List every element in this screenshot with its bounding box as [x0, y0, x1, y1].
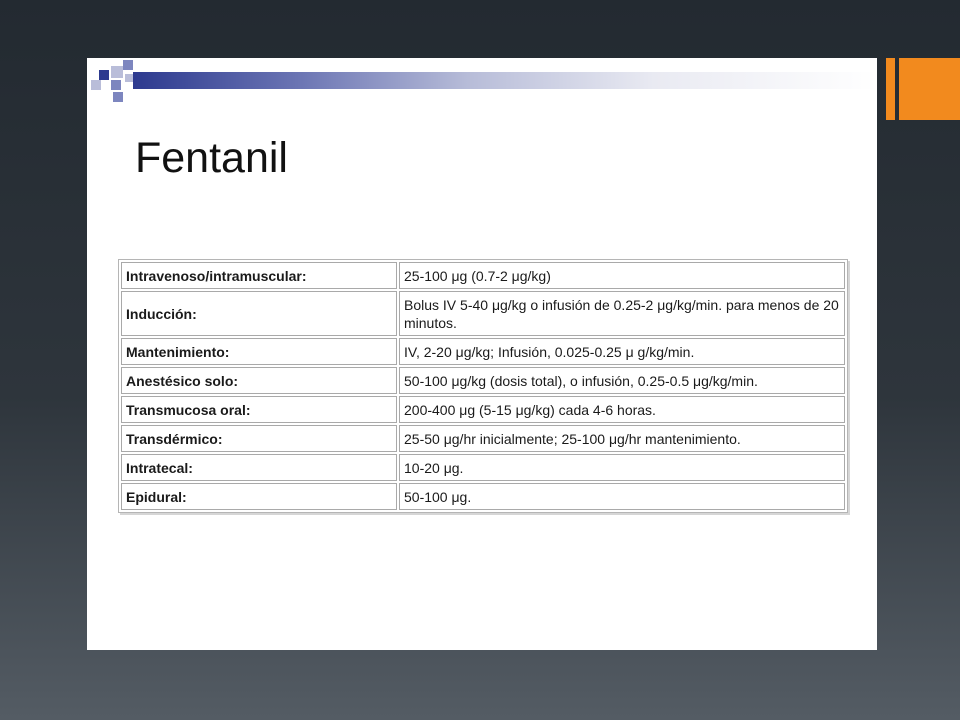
table-row — [121, 396, 845, 423]
decor-square — [113, 92, 123, 102]
table-row — [121, 454, 845, 481]
dose-cell: IV, 2-20 μg/kg; Infusión, 0.025-0.25 μ g/kg/min. — [399, 338, 845, 365]
accent-bar-thin — [886, 58, 895, 120]
route-cell: Mantenimiento: — [121, 338, 397, 365]
dose-cell: 25-50 μg/hr inicialmente; 25-100 μg/hr mantenimiento. — [399, 425, 845, 452]
dose-cell: 10-20 μg. — [399, 454, 845, 481]
table-row — [121, 338, 845, 365]
table-row — [121, 367, 845, 394]
slide-title: Fentanil — [135, 134, 288, 182]
route-cell: Transdérmico: — [121, 425, 397, 452]
dose-cell: 50-100 μg. — [399, 483, 845, 510]
dosing-table — [118, 259, 848, 513]
decor-square — [111, 80, 121, 90]
route-cell: Intravenoso/intramuscular: — [121, 262, 397, 289]
table-row — [121, 483, 845, 510]
dose-cell: 25-100 μg (0.7-2 μg/kg) — [399, 262, 845, 289]
decor-square — [125, 74, 133, 82]
table-row — [121, 425, 845, 452]
dosing-table-body — [121, 262, 845, 510]
route-cell: Intratecal: — [121, 454, 397, 481]
title-decoration — [87, 58, 877, 105]
dose-cell: 50-100 μg/kg (dosis total), o infusión, 0.25-0.5 μg/kg/min. — [399, 367, 845, 394]
accent-bar-wide — [899, 58, 960, 120]
table-row — [121, 262, 845, 289]
dose-cell: Bolus IV 5-40 μg/kg o infusión de 0.25-2 μg/kg/min. para menos de 20 minutos. — [399, 291, 845, 336]
route-cell: Transmucosa oral: — [121, 396, 397, 423]
decor-square — [111, 66, 123, 78]
dose-cell: 200-400 μg (5-15 μg/kg) cada 4-6 horas. — [399, 396, 845, 423]
route-cell: Epidural: — [121, 483, 397, 510]
decor-square — [99, 70, 109, 80]
slide — [87, 58, 877, 650]
decor-square — [91, 80, 101, 90]
route-cell: Anestésico solo: — [121, 367, 397, 394]
title-gradient-bar — [133, 72, 877, 89]
table-row — [121, 291, 845, 336]
decor-square — [123, 60, 133, 70]
route-cell: Inducción: — [121, 291, 397, 336]
